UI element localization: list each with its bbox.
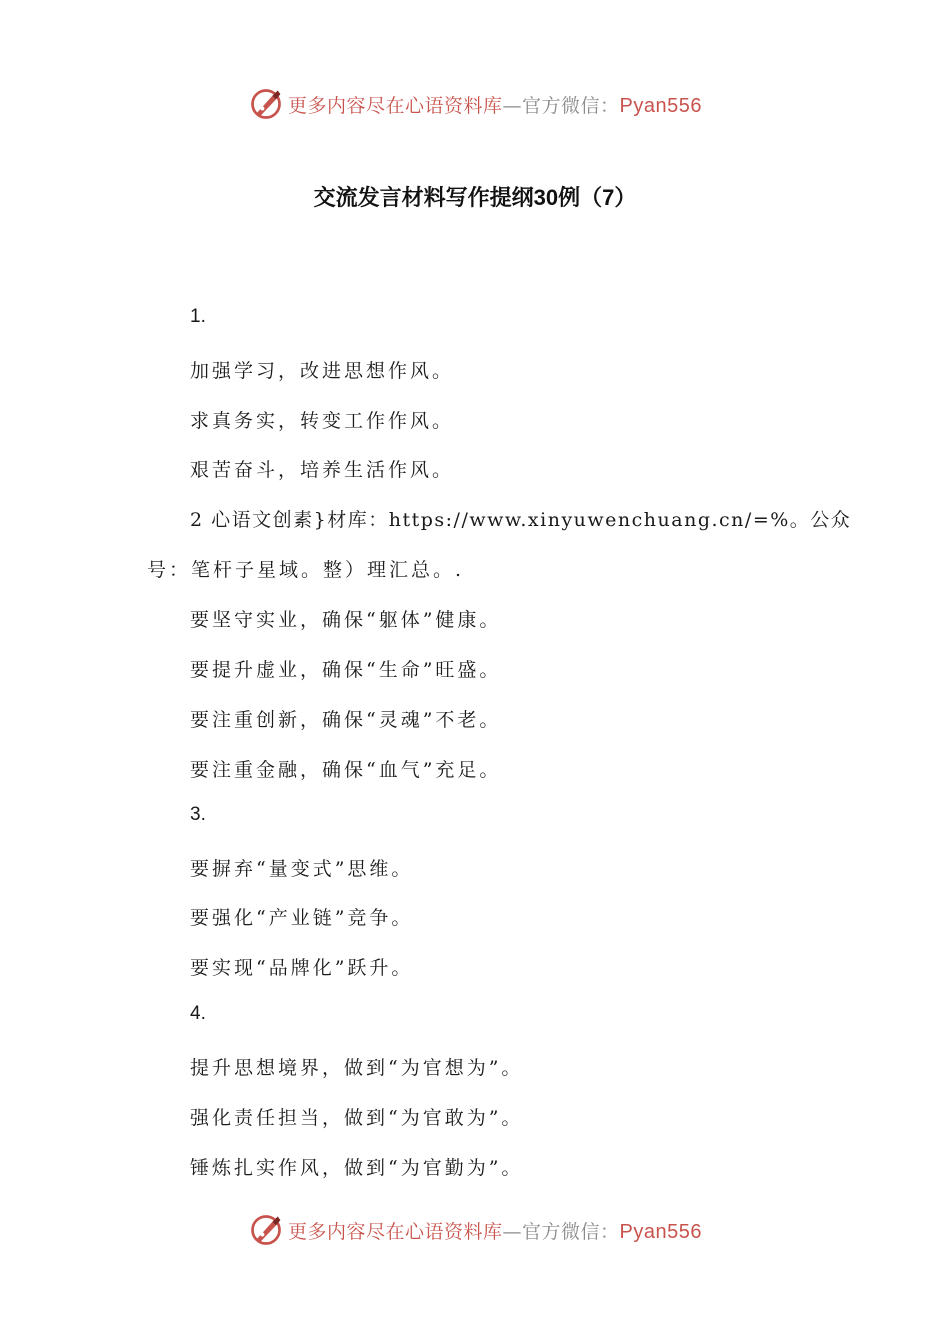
- header-banner: [0, 84, 950, 124]
- footer-banner: [0, 1210, 950, 1250]
- paragraph-line: 提升思想境界，做到“为官想为”。: [190, 1057, 524, 1079]
- paragraph-line: 求真务实，转变工作作风。: [190, 410, 455, 432]
- banner-main-text: 更多内容尽在心语资料库: [288, 1220, 503, 1243]
- paragraph-line: 艰苦奋斗，培养生活作风。: [190, 459, 455, 481]
- pen-logo-icon: [248, 86, 284, 122]
- banner-wechat-id: Pyan556: [619, 1220, 702, 1243]
- paragraph-line-continuation: 号：笔杆子星域。整）理汇总。.: [147, 559, 465, 581]
- paragraph-line: 要提升虚业，确保“生命”旺盛。: [190, 659, 502, 681]
- paragraph-line: 锤炼扎实作风，做到“为官勤为”。: [190, 1157, 524, 1179]
- banner-wechat-id: Pyan556: [619, 94, 702, 117]
- pen-logo-icon: [248, 1212, 284, 1248]
- paragraph-line: 要注重创新，确保“灵魂”不老。: [190, 709, 502, 731]
- paragraph-line: 强化责任担当，做到“为官敢为”。: [190, 1107, 524, 1129]
- paragraph-line: 要强化“产业链”竞争。: [190, 907, 414, 929]
- paragraph-line: 要注重金融，确保“血气”充足。: [190, 759, 502, 781]
- paragraph-line: 要坚守实业，确保“躯体”健康。: [190, 609, 502, 631]
- section-number-4: 4.: [190, 1003, 206, 1024]
- paragraph-line: 要摒弃“量变式”思维。: [190, 858, 414, 880]
- banner-dash-text: —官方微信：: [502, 1220, 620, 1243]
- paragraph-line: 要实现“品牌化”跃升。: [190, 957, 414, 979]
- banner-dash-text: —官方微信：: [502, 94, 620, 117]
- section-number-3: 3.: [190, 804, 206, 825]
- banner-main-text: 更多内容尽在心语资料库: [288, 94, 503, 117]
- section-number-1: 1.: [190, 306, 206, 327]
- paragraph-line-with-url: 2 心语文创素}材库：https://www.xinyuwenchuang.cn/=%。公众: [190, 509, 852, 531]
- paragraph-line: 加强学习，改进思想作风。: [190, 360, 455, 382]
- document-title: 交流发言材料写作提纲30例（7）: [313, 185, 637, 210]
